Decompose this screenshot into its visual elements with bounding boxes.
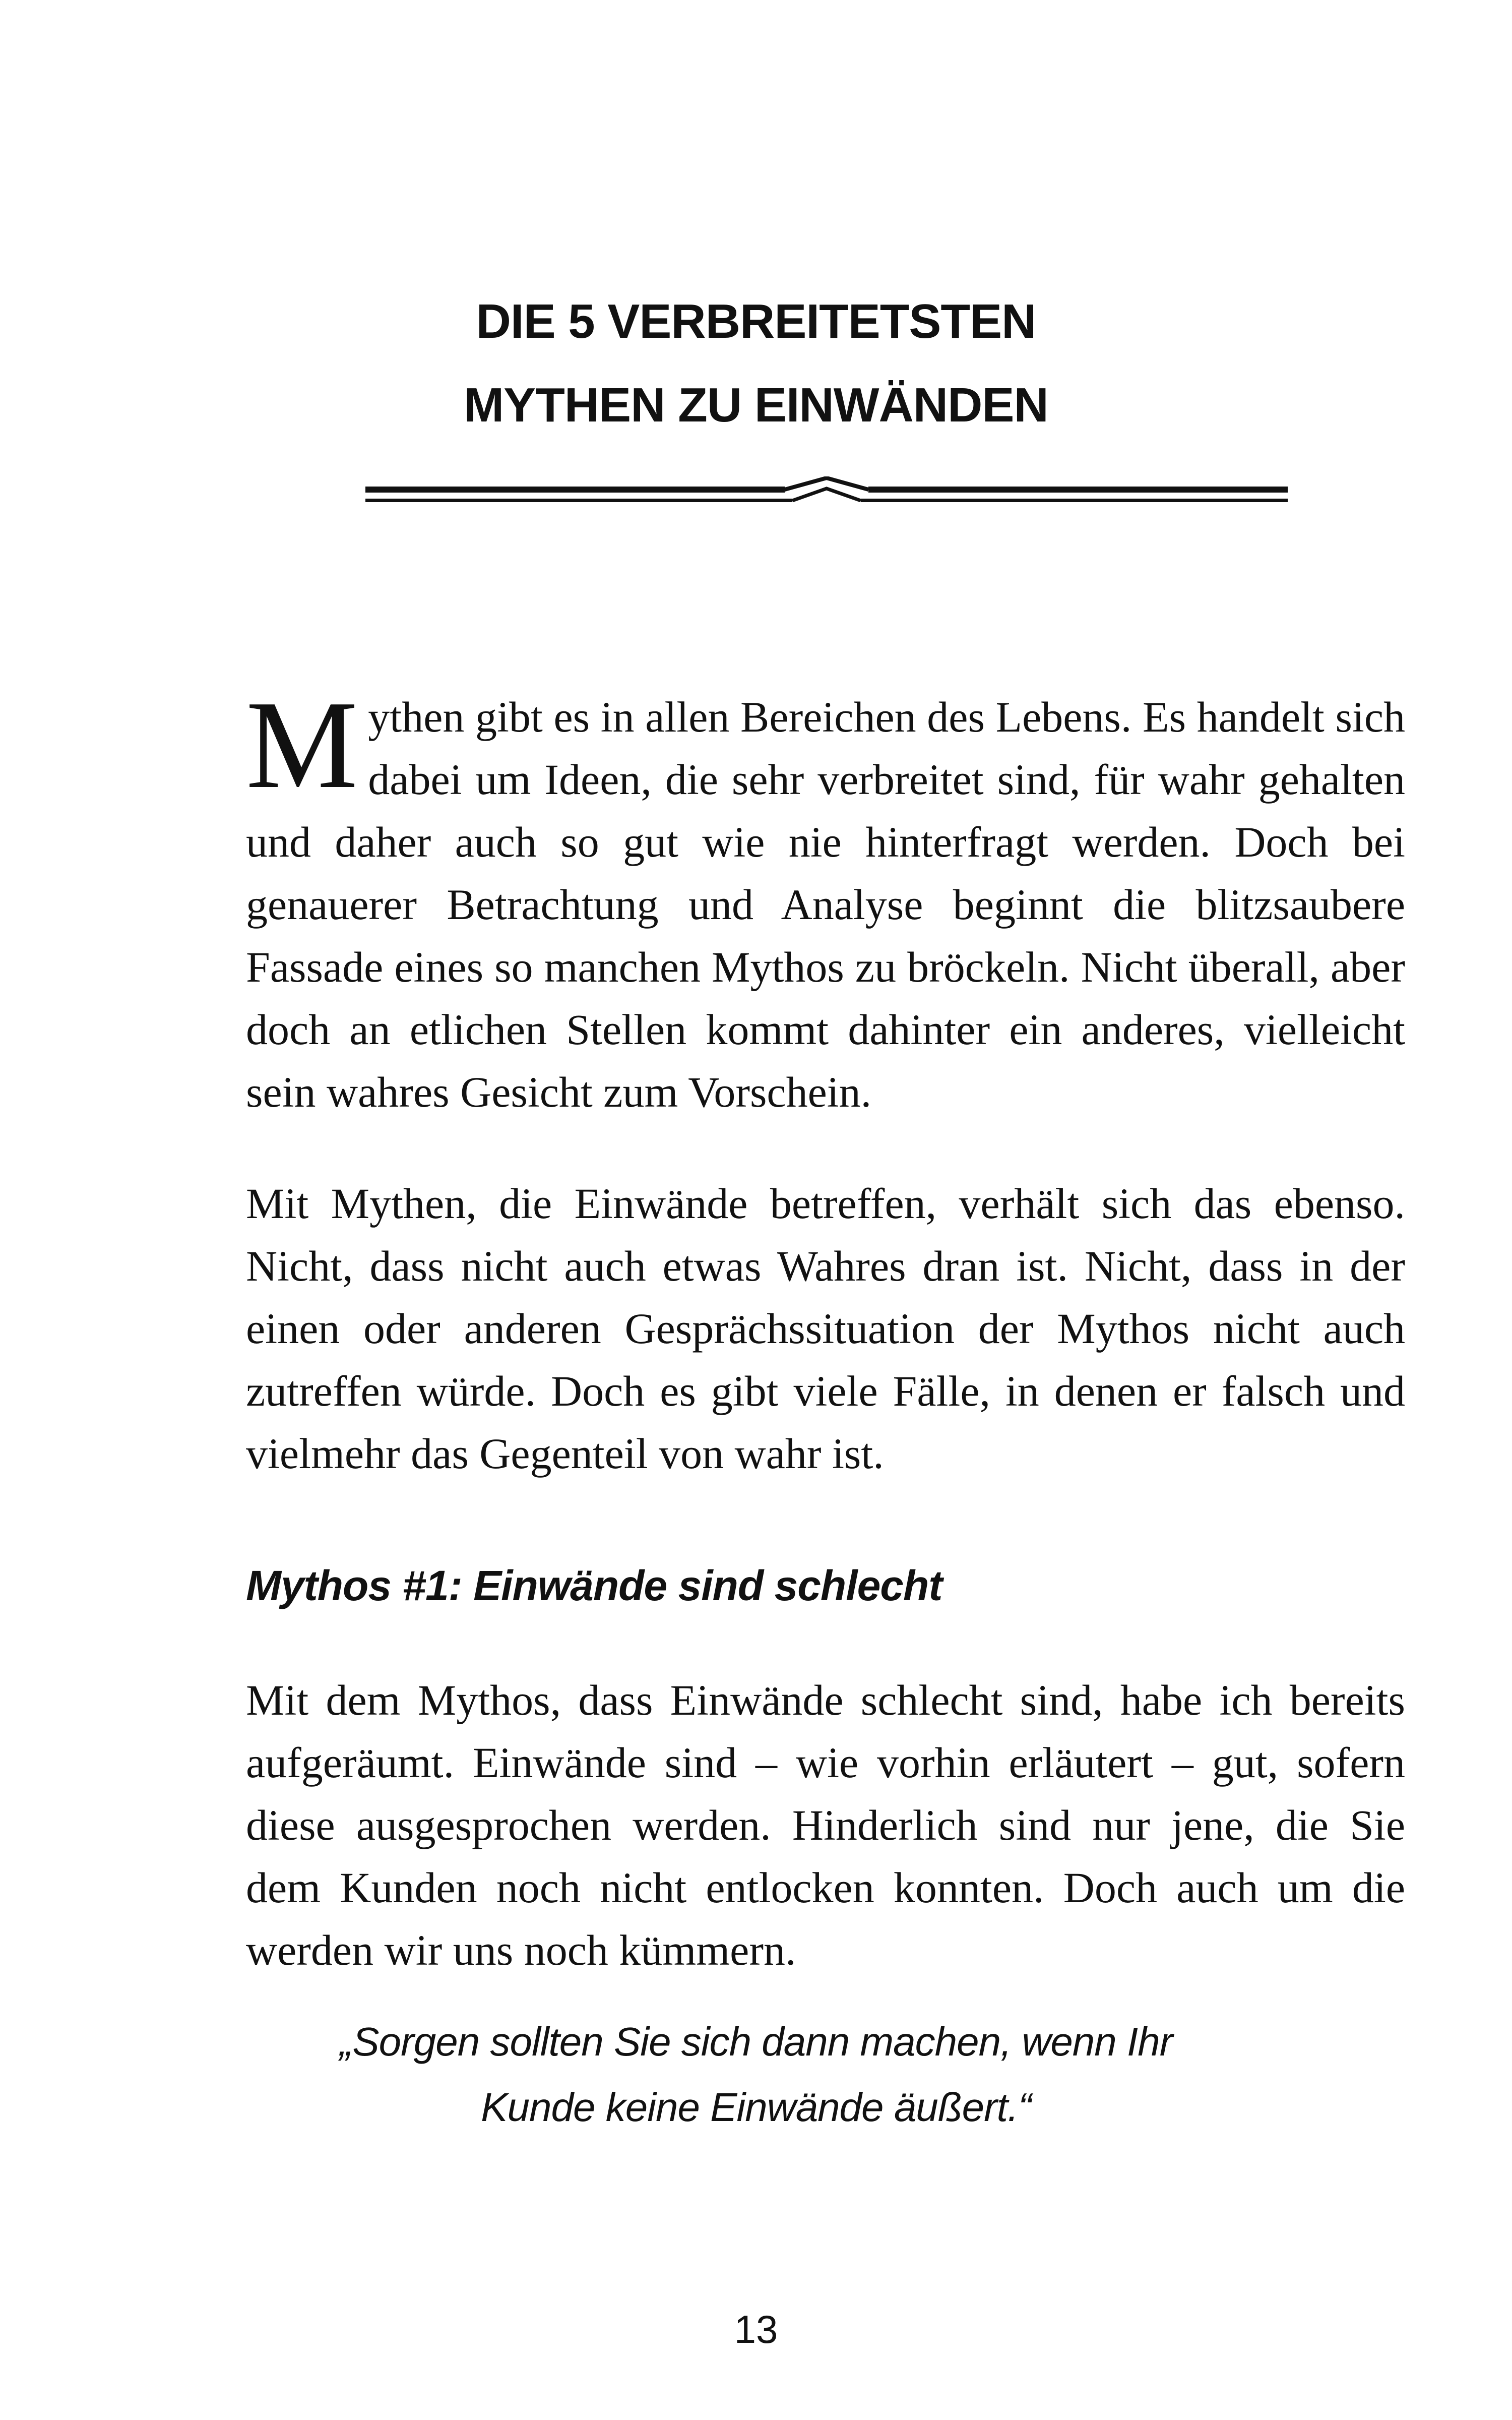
title-divider-ornament	[365, 476, 1288, 514]
pull-quote-line-1: „Sorgen sollten Sie sich dann machen, wenn Ihr	[339, 2019, 1173, 2064]
section-heading: Mythos #1: Einwände sind schlecht	[246, 1562, 942, 1609]
intro-text: ythen gibt es in allen Bereichen des Lebens. Es handelt sich dabei um Ideen, die sehr verbreitet sind, für wahr gehalten und daher auch so gut wie nie hinterfragt werden. Doch bei genauerer Betrachtung und Analyse beginnt die blitzsaubere Fassade eines so manchen Mythos zu bröckeln. Nicht überall, aber doch an etlichen Stellen kommt dahinter ein anderes, vielleicht sein wahres Gesicht zum Vorschein.	[246, 693, 1405, 1116]
chapter-title-line-1: DIE 5 VERBREITETSTEN	[476, 294, 1036, 348]
page-number: 13	[734, 2307, 778, 2351]
section-paragraph: Mit dem Mythos, dass Einwände schlecht sind, habe ich bereits aufgeräumt. Einwände sind – wie vorhin erläutert – gut, sofern diese ausgesprochen werden. Hinderlich sind nur jene, die Sie dem Kunden noch nicht entlocken konnten. Doch auch um die werden wir uns noch kümmern.	[246, 1676, 1405, 1974]
intro-paragraph	[246, 675, 1405, 1123]
chapter-title-line-2: MYTHEN ZU EINWÄNDEN	[464, 378, 1048, 432]
pull-quote	[0, 2009, 1512, 2140]
pull-quote-line-2: Kunde keine Einwände äußert.“	[481, 2085, 1031, 2130]
paragraph-2: Mit Mythen, die Einwände betreffen, verhält sich das ebenso. Nicht, dass nicht auch etwas Wahres dran ist. Nicht, dass in der einen oder anderen Gesprächssituation der Mythos nicht auch zutreffen würde. Doch es gibt viele Fälle, in denen er falsch und vielmehr das Gegenteil von wahr ist.	[246, 1179, 1405, 1478]
drop-cap: M	[246, 675, 358, 815]
chapter-title	[0, 280, 1512, 447]
